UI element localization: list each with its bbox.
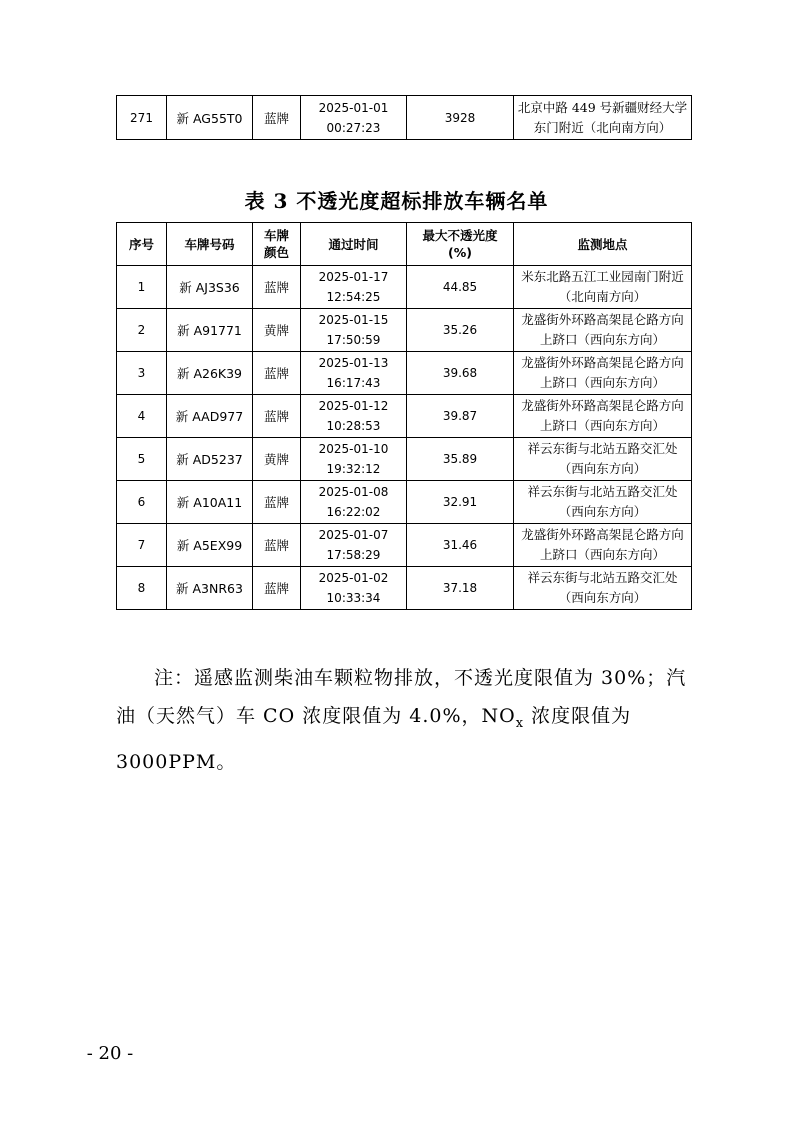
plate-color: 蓝牌 (253, 96, 301, 140)
pass-time: 2025-01-15 17:50:59 (301, 309, 407, 352)
note-paragraph: 注：遥感监测柴油车颗粒物排放，不透光度限值为 30%；汽油（天然气）车 CO 浓度限值为 4.0%，$NO_x$ 浓度限值为 3000PPM。 (116, 667, 687, 773)
table-row (117, 352, 692, 395)
max-opacity-value: 35.89 (407, 438, 514, 481)
plate-number: 新 A91771 (167, 309, 253, 352)
row-number: 6 (117, 481, 167, 524)
table-row (117, 524, 692, 567)
header-time: 通过时间 (301, 223, 407, 266)
opacity-exceedance-table (116, 222, 692, 610)
plate-color: 蓝牌 (253, 352, 301, 395)
table-row (117, 567, 692, 610)
max-opacity-value: 37.18 (407, 567, 514, 610)
table-row (117, 481, 692, 524)
page-number: - 20 - (86, 1043, 134, 1064)
row-number: 3 (117, 352, 167, 395)
header-row (117, 223, 692, 266)
plate-number: 新 AG55T0 (167, 96, 253, 140)
plate-color: 蓝牌 (253, 524, 301, 567)
plate-color: 蓝牌 (253, 481, 301, 524)
max-opacity-value: 35.26 (407, 309, 514, 352)
plate-number: 新 A26K39 (167, 352, 253, 395)
plate-color: 蓝牌 (253, 395, 301, 438)
header-location: 监测地点 (514, 223, 692, 266)
table-title: 表 3 不透光度超标排放车辆名单 (244, 189, 549, 213)
max-opacity-value: 32.91 (407, 481, 514, 524)
plate-color: 蓝牌 (253, 567, 301, 610)
monitoring-location: 龙盛街外环路高架昆仑路方向 上跻口（西向东方向） (514, 524, 692, 567)
table-row (117, 266, 692, 309)
monitoring-location: 北京中路 449 号新疆财经大学 东门附近（北向南方向） (514, 96, 692, 140)
header-plate: 车牌号码 (167, 223, 253, 266)
table-row (117, 395, 692, 438)
plate-number: 新 AJ3S36 (167, 266, 253, 309)
monitoring-location: 龙盛街外环路高架昆仑路方向 上跻口（西向东方向） (514, 309, 692, 352)
pass-time: 2025-01-07 17:58:29 (301, 524, 407, 567)
measured-value: 3928 (407, 96, 514, 140)
pass-time: 2025-01-17 12:54:25 (301, 266, 407, 309)
row-number: 2 (117, 309, 167, 352)
monitoring-location: 祥云东街与北站五路交汇处 （西向东方向） (514, 438, 692, 481)
header-value: 最大不透光度 (%) (407, 223, 514, 266)
monitoring-location: 米东北路五江工业园南门附近 （北向南方向） (514, 266, 692, 309)
plate-number: 新 A10A11 (167, 481, 253, 524)
row-number: 271 (117, 96, 167, 140)
header-no: 序号 (117, 223, 167, 266)
pass-time: 2025-01-10 19:32:12 (301, 438, 407, 481)
row-number: 1 (117, 266, 167, 309)
table-row (117, 96, 692, 140)
pass-time: 2025-01-01 00:27:23 (301, 96, 407, 140)
pass-time: 2025-01-02 10:33:34 (301, 567, 407, 610)
plate-number: 新 AAD977 (167, 395, 253, 438)
plate-color: 黄牌 (253, 309, 301, 352)
row-number: 7 (117, 524, 167, 567)
monitoring-location: 龙盛街外环路高架昆仑路方向 上跻口（西向东方向） (514, 352, 692, 395)
pass-time: 2025-01-13 16:17:43 (301, 352, 407, 395)
pass-time: 2025-01-08 16:22:02 (301, 481, 407, 524)
table-row (117, 309, 692, 352)
table-row (117, 438, 692, 481)
max-opacity-value: 44.85 (407, 266, 514, 309)
plate-number: 新 A3NR63 (167, 567, 253, 610)
row-number: 4 (117, 395, 167, 438)
plate-color: 蓝牌 (253, 266, 301, 309)
row-number: 5 (117, 438, 167, 481)
row-number: 8 (117, 567, 167, 610)
monitoring-location: 龙盛街外环路高架昆仑路方向 上跻口（西向东方向） (514, 395, 692, 438)
plate-number: 新 AD5237 (167, 438, 253, 481)
pass-time: 2025-01-12 10:28:53 (301, 395, 407, 438)
max-opacity-value: 31.46 (407, 524, 514, 567)
monitoring-location: 祥云东街与北站五路交汇处 （西向东方向） (514, 481, 692, 524)
previous-table-fragment (116, 95, 692, 140)
header-color: 车牌 颜色 (253, 223, 301, 266)
monitoring-location: 祥云东街与北站五路交汇处 （西向东方向） (514, 567, 692, 610)
max-opacity-value: 39.68 (407, 352, 514, 395)
plate-number: 新 A5EX99 (167, 524, 253, 567)
max-opacity-value: 39.87 (407, 395, 514, 438)
plate-color: 黄牌 (253, 438, 301, 481)
